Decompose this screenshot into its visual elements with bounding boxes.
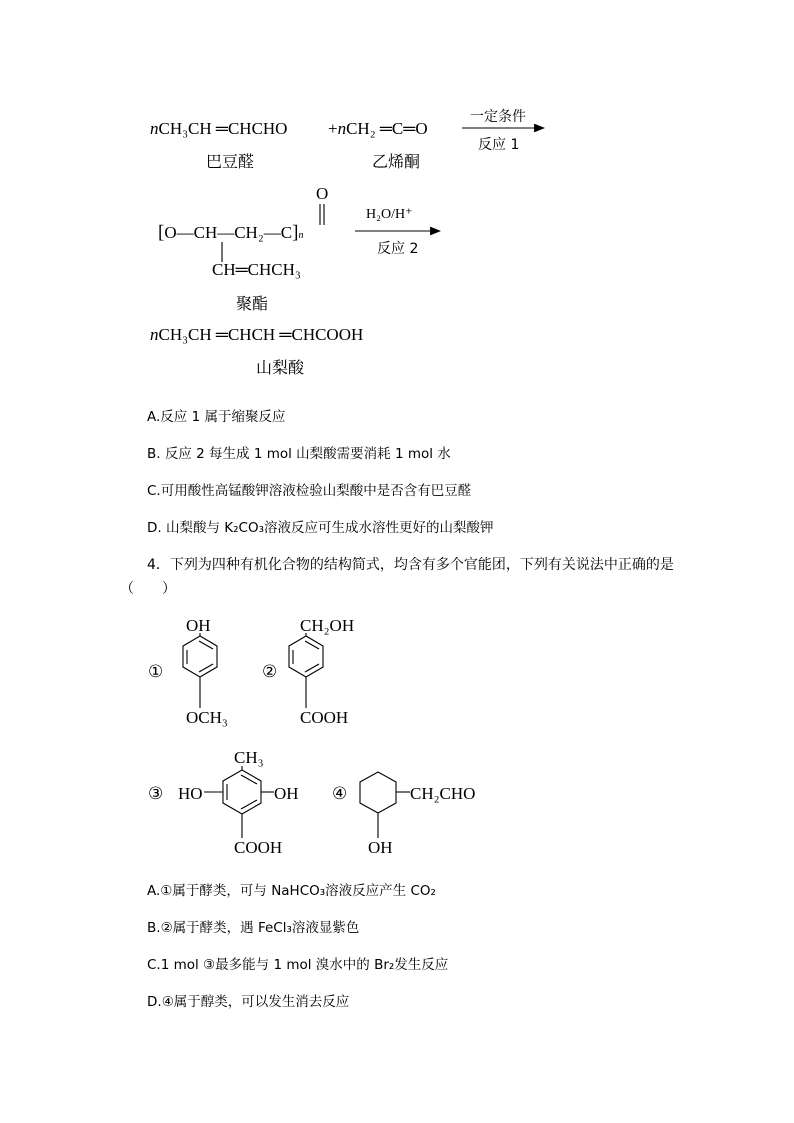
structure-3-right-group: OH bbox=[274, 784, 299, 803]
structure-1-bottom-group: OCH₃ bbox=[186, 708, 228, 727]
arrow2-label: 反应 2 bbox=[377, 241, 419, 257]
structure-3-mark: ③ bbox=[148, 784, 164, 803]
q4-stem: 4．下列为四种有机化合物的结构简式，均含有多个官能团，下列有关说法中正确的是 bbox=[147, 557, 674, 573]
q3-option-b: B. 反应 2 每生成 1 mol 山梨酸需要消耗 1 mol 水 bbox=[147, 446, 451, 462]
structure-3-left-group: HO bbox=[178, 784, 203, 803]
q4-option-a: A.①属于酵类，可与 NaHCO₃溶液反应产生 CO₂ bbox=[147, 883, 436, 899]
structure-3-bottom-group: COOH bbox=[234, 838, 283, 857]
structure-4-mark: ④ bbox=[332, 784, 348, 803]
polyester-backbone: [O—CH—CH₂—C]n bbox=[158, 222, 304, 243]
structure-4-bottom-group: OH bbox=[368, 838, 393, 857]
structure-2-top-group: CH₂OH bbox=[300, 616, 355, 635]
q4-answer-blank: （ ） bbox=[120, 581, 176, 597]
q4-option-c: C.1 mol ③最多能与 1 mol 溴水中的 Br₂发生反应 bbox=[147, 957, 449, 973]
arrow2-condition: H₂O/H⁺ bbox=[366, 207, 413, 222]
structure-3-top-group: CH₃ bbox=[234, 748, 264, 767]
structure-3-ring bbox=[204, 766, 274, 838]
structure-1-top-group: OH bbox=[186, 616, 211, 635]
polyester-side-chain: CH═CHCH₃ bbox=[212, 260, 301, 279]
crotonaldehyde-name: 巴豆醛 bbox=[206, 152, 255, 171]
structure-4-right-group: CH₂CHO bbox=[410, 784, 476, 803]
structure-2-ring bbox=[289, 633, 323, 708]
q3-option-d: D. 山梨酸与 K₂CO₃溶液反应可生成水溶性更好的山梨酸钾 bbox=[147, 520, 494, 536]
ketene-name: 乙烯酮 bbox=[372, 152, 421, 171]
sorbic-acid-formula: nCH₃CH ═CHCH ═CHCOOH bbox=[150, 325, 364, 344]
structure-2-bottom-group: COOH bbox=[300, 708, 349, 727]
reactant-crotonaldehyde-formula: nCH₃CH ═CHCHO bbox=[150, 119, 288, 138]
q4-option-b: B.②属于酵类，遇 FeCl₃溶液显紫色 bbox=[147, 920, 360, 936]
q4-option-d: D.④属于醇类，可以发生消去反应 bbox=[147, 994, 350, 1010]
structure-2-mark: ② bbox=[262, 662, 278, 681]
arrow1-label: 反应 1 bbox=[478, 137, 520, 153]
structure-4-ring bbox=[360, 772, 410, 838]
sorbic-acid-name: 山梨酸 bbox=[256, 358, 305, 377]
polyester-name: 聚酯 bbox=[236, 294, 269, 313]
q3-option-c: C.可用酸性高锰酸钾溶液检验山梨酸中是否含有巴豆醛 bbox=[147, 483, 472, 499]
plus-sign: +nCH₂ ═C═O bbox=[328, 119, 428, 138]
q3-option-a: A.反应 1 属于缩聚反应 bbox=[147, 409, 286, 425]
arrow1-condition: 一定条件 bbox=[470, 109, 526, 125]
carbonyl-oxygen: O bbox=[316, 184, 329, 203]
structure-1-ring bbox=[183, 633, 217, 708]
structure-1-mark: ① bbox=[148, 662, 164, 681]
